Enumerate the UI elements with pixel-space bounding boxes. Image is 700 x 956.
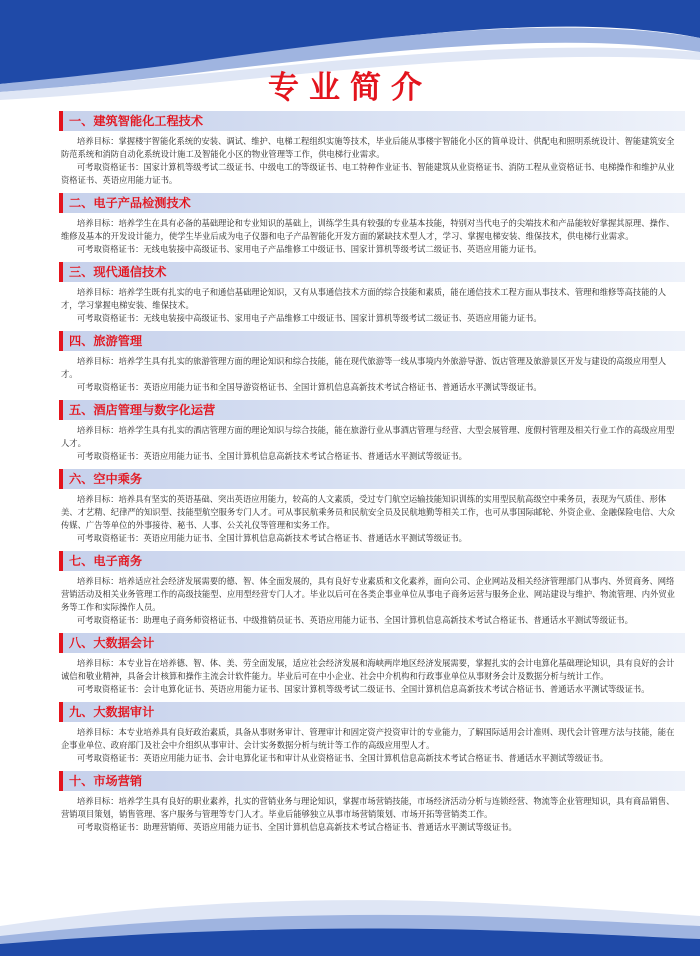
- major-section: [59, 193, 685, 256]
- training-objective: 培养目标：培养学生在具有必备的基础理论和专业知识的基础上，训练学生具有较强的专业基本技能，特别对当代电子的尖端技术和产品能较好掌握其原理、操作、维修及基本的开发设计能力，使学生毕业后成为电子仪器和电子产品智能化开发方面的紧缺技术型人才，学习、掌握电梯安装、维保技术，供电梯行业需求。: [61, 218, 675, 241]
- training-objective: 培养目标：培养学生具有扎实的酒店管理方面的理论知识与综合技能，能在旅游行业从事酒店管理与经营、大型会展管理、度假村管理及相关行业工作的高级应用型人才。: [61, 425, 675, 448]
- section-heading: 五、酒店管理与数字化运营: [59, 400, 685, 420]
- certificates: 可考取资格证书：英语应用能力证书和全国导游资格证书、全国计算机信息高新技术考试合格证书、普通话水平测试等级证书。: [77, 382, 542, 392]
- major-section: [59, 111, 685, 187]
- certificates: 可考取资格证书：会计电算化证书、英语应用能力证书、国家计算机等级考试二级证书、全国计算机信息高新技术考试合格证书、普通话水平测试等级证书。: [77, 684, 650, 694]
- major-section: [59, 633, 685, 696]
- certificates: 可考取资格证书：英语应用能力证书、全国计算机信息高新技术考试合格证书、普通话水平测试等级证书。: [77, 451, 467, 461]
- section-heading: 七、电子商务: [59, 551, 685, 571]
- section-heading: 一、建筑智能化工程技术: [59, 111, 685, 131]
- training-objective: 培养目标：培养具有坚实的英语基础、突出英语应用能力，较高的人文素质，受过专门航空运输技能知识训练的实用型民航高级空中乘务员，表现为气质佳、形体美、才艺精、纪律严的知识型、技能型航空服务专门人才。可从事民航乘务员和民航安全员及民航地勤等相关工作，也可从事国际邮轮、外资企业、金融保险电信、大众传媒、广告等单位的外事接待、秘书、人事、公关礼仪等管理和实务工作。: [61, 494, 675, 530]
- major-section: [59, 702, 685, 765]
- training-objective: 培养目标：本专业旨在培养德、智、体、美、劳全面发展，适应社会经济发展和海峡两岸地区经济发展需要，掌握扎实的会计电算化基础理论知识，具有良好的会计诚信和敬业精神，具备会计核算和操作主流会计软件能力。毕业后可在中小企业、社会中介机构和行政事业单位从事财务会计及数据分析与统计工作。: [61, 658, 675, 681]
- section-heading: 十、市场营销: [59, 771, 685, 791]
- major-section: [59, 400, 685, 463]
- section-body: [59, 722, 685, 765]
- section-body: [59, 213, 685, 256]
- section-heading: 三、现代通信技术: [59, 262, 685, 282]
- major-section: [59, 771, 685, 834]
- section-heading: 二、电子产品检测技术: [59, 193, 685, 213]
- certificates: 可考取资格证书：无线电装接中高级证书、家用电子产品维修工中级证书、国家计算机等级考试二级证书、英语应用能力证书。: [77, 244, 542, 254]
- major-list: [59, 111, 685, 840]
- section-body: [59, 489, 685, 545]
- section-body: [59, 282, 685, 325]
- certificates: 可考取资格证书：国家计算机等级考试二级证书、中级电工的等级证书、电工特种作业证书、智能建筑从业资格证书、消防工程从业资格证书、电梯操作和维护从业资格证书、英语应用能力证书。: [61, 162, 675, 185]
- page-title: 专业简介: [268, 70, 432, 106]
- section-body: [59, 791, 685, 834]
- certificates: 可考取资格证书：助理电子商务师资格证书、中级推销员证书、英语应用能力证书、全国计算机信息高新技术考试合格证书、普通话水平测试等级证书。: [77, 615, 633, 625]
- training-objective: 培养目标：掌握楼宇智能化系统的安装、调试、维护、电梯工程组织实施等技术，毕业后能从事楼宇智能化小区的简单设计、供配电和照明系统设计、智能建筑安全防范系统和消防自动化系统设计施工及智能化小区的物业管理等工作，供电梯行业需求。: [61, 136, 675, 159]
- training-objective: 培养目标：本专业培养具有良好政治素质，具备从事财务审计、管理审计和固定资产投资审计的专业能力，了解国际适用会计准则、现代会计管理方法与技能，能在企事业单位、政府部门及社会中介组织从事审计、会计实务数据分析与统计等工作的高级应用型人才。: [61, 727, 675, 750]
- major-section: [59, 469, 685, 545]
- certificates: 可考取资格证书：英语应用能力证书、全国计算机信息高新技术考试合格证书、普通话水平测试等级证书。: [77, 533, 467, 543]
- section-body: [59, 571, 685, 627]
- section-heading: 八、大数据会计: [59, 633, 685, 653]
- major-section: [59, 331, 685, 394]
- section-body: [59, 420, 685, 463]
- training-objective: 培养目标：培养学生具有良好的职业素养，扎实的营销业务与理论知识，掌握市场营销技能，市场经济活动分析与连锁经营、物流等企业管理知识，具有商品销售、营销项目策划，销售管理、客户服务与管理等专门人才。毕业后能够独立从事市场营销策划、市场开拓等营销类工作。: [61, 796, 675, 819]
- training-objective: 培养目标：培养适应社会经济发展需要的德、智、体全面发展的，具有良好专业素质和文化素养，面向公司、企业网站及相关经济管理部门从事内、外贸商务、网络营销活动及相关业务管理工作的高级技能型、应用型经营专门人才。毕业以后可在各类企事业单位从事电子商务运营与服务企业、网站建设与维护、物流管理、内外贸业务等工作和实际操作人员。: [61, 576, 675, 612]
- bottom-wave-decoration: [0, 886, 700, 956]
- training-objective: 培养目标：培养学生具有扎实的旅游管理方面的理论知识和综合技能，能在现代旅游等一线从事境内外旅游导游、饭店管理及旅游景区开发与建设的高级应用型人才。: [61, 356, 667, 379]
- section-body: [59, 131, 685, 187]
- section-heading: 六、空中乘务: [59, 469, 685, 489]
- major-section: [59, 551, 685, 627]
- certificates: 可考取资格证书：英语应用能力证书、会计电算化证书和审计从业资格证书、全国计算机信息高新技术考试合格证书、普通话水平测试等级证书。: [77, 753, 609, 763]
- section-body: [59, 351, 685, 394]
- section-heading: 四、旅游管理: [59, 331, 685, 351]
- section-body: [59, 653, 685, 696]
- major-section: [59, 262, 685, 325]
- training-objective: 培养目标：培养学生既有扎实的电子和通信基础理论知识，又有从事通信技术方面的综合技能和素质，能在通信技术工程方面从事技术、管理和维修等高技能的人才，学习掌握电梯安装、维保技术。: [61, 287, 667, 310]
- certificates: 可考取资格证书：助理营销师、英语应用能力证书、全国计算机信息高新技术考试合格证书、普通话水平测试等级证书。: [77, 822, 517, 832]
- certificates: 可考取资格证书：无线电装接中高级证书、家用电子产品维修工中级证书、国家计算机等级考试二级证书、英语应用能力证书。: [77, 313, 542, 323]
- section-heading: 九、大数据审计: [59, 702, 685, 722]
